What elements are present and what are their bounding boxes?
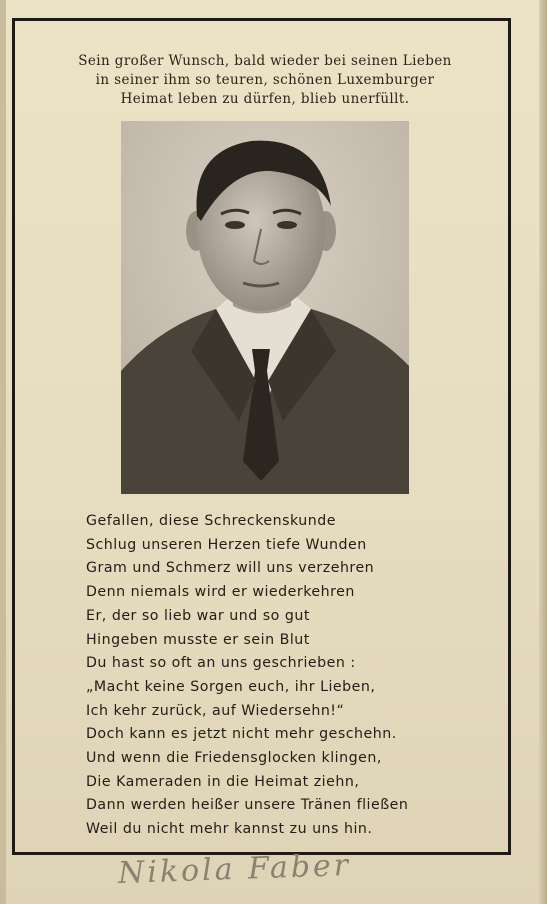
poem-line: Ich kehr zurück, auf Wiedersehn!“: [86, 702, 345, 719]
poem-line: Hingeben musste er sein Blut: [86, 631, 310, 648]
intro-line: in seiner ihm so teuren, schönen Luxemburger: [95, 72, 435, 88]
poem-line: Er, der so lieb war und so gut: [86, 607, 310, 624]
portrait-image: [121, 121, 409, 494]
portrait-photo: [121, 121, 409, 494]
card-edge-right: [539, 0, 547, 904]
intro-line: Sein großer Wunsch, bald wieder bei seinen Lieben: [78, 53, 452, 69]
poem-line: Dann werden heißer unsere Tränen fließen: [86, 797, 409, 814]
poem-line: Weil du nicht mehr kannst zu uns hin.: [86, 821, 373, 838]
poem-line: Gefallen, diese Schreckenskunde: [86, 513, 337, 529]
poem-line: Gram und Schmerz will uns verzehren: [86, 560, 375, 577]
handwritten-signature: Nikola Faber: [117, 847, 352, 892]
poem-line: Denn niemals wird er wiederkehren: [86, 584, 355, 601]
poem-line: Die Kameraden in die Heimat ziehn,: [86, 773, 360, 790]
memorial-poem: [86, 510, 486, 842]
intro-line: Heimat leben zu dürfen, blieb unerfüllt.: [120, 91, 410, 107]
poem-line: Du hast so oft an uns geschrieben :: [86, 655, 356, 672]
poem-line: Und wenn die Friedensglocken klingen,: [86, 750, 382, 767]
card-edge-left: [0, 0, 6, 904]
poem-line: „Macht keine Sorgen euch, ihr Lieben,: [86, 678, 376, 695]
intro-text: [40, 52, 490, 109]
poem-line: Doch kann es jetzt nicht mehr geschehn.: [86, 726, 397, 743]
poem-line: Schlug unseren Herzen tiefe Wunden: [86, 536, 367, 553]
